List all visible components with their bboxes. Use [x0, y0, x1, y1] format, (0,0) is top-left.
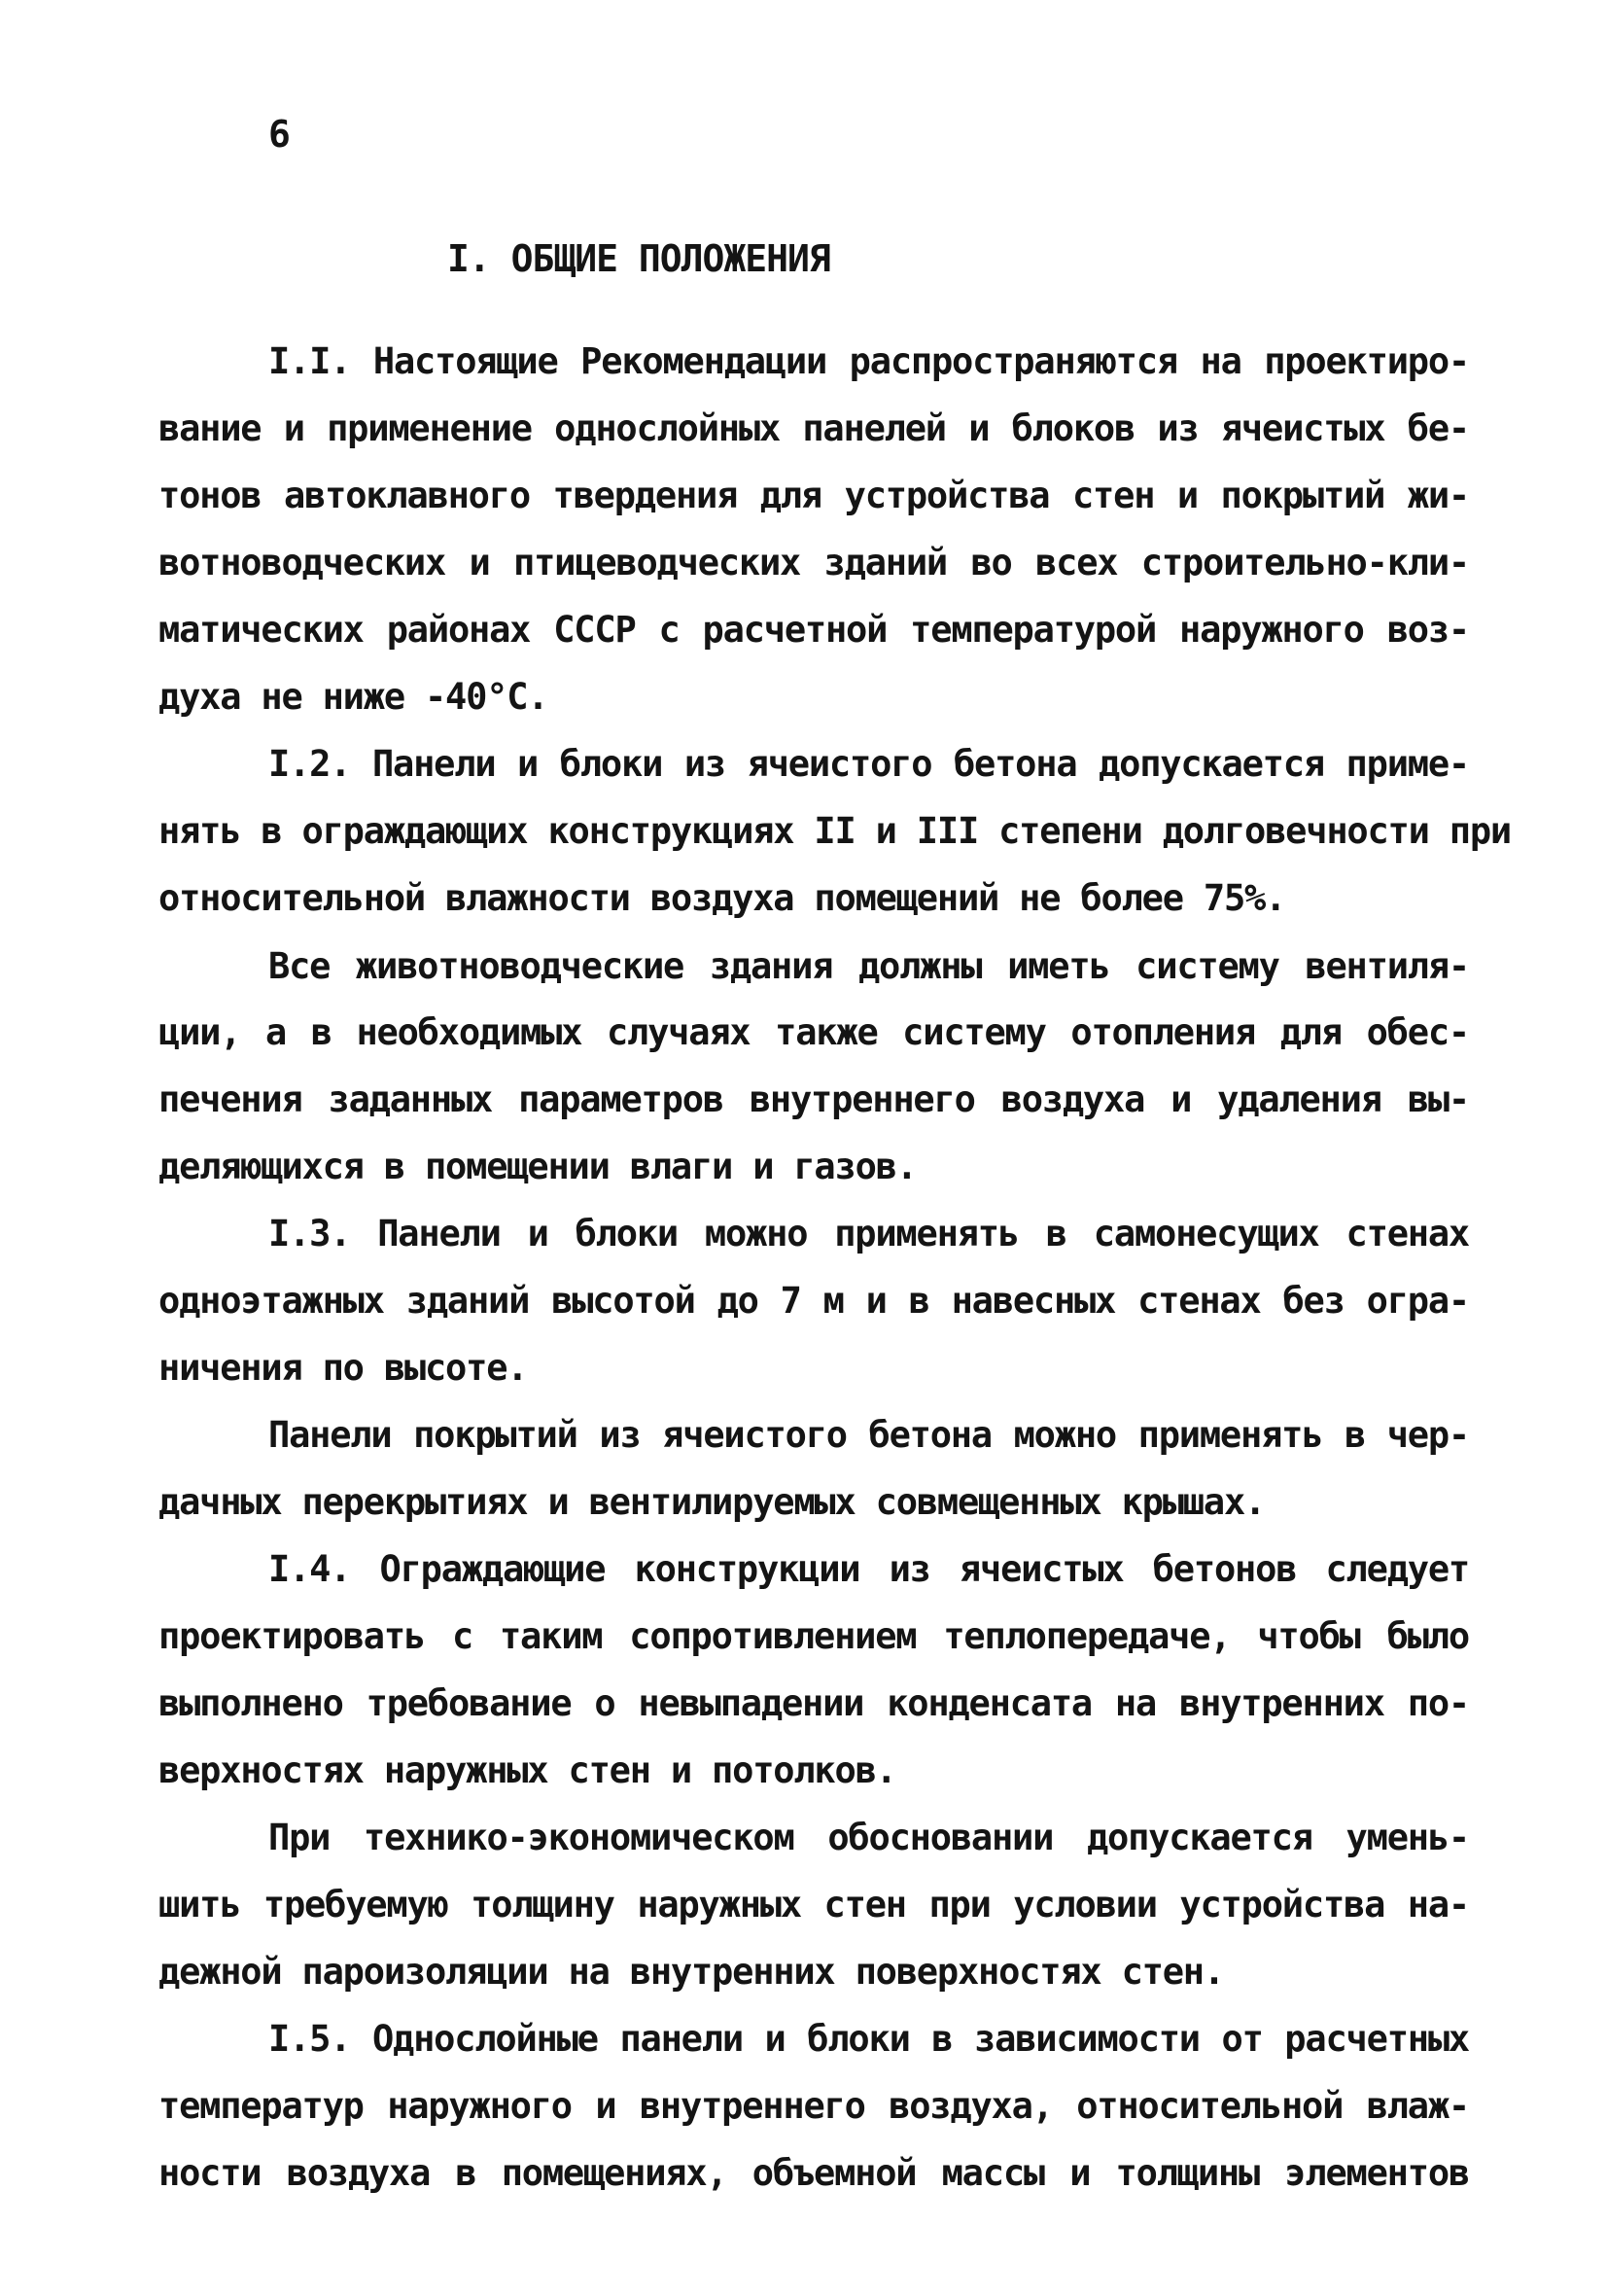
section-title: I. ОБЩИЕ ПОЛОЖЕНИЯ — [447, 237, 830, 280]
text-line: деляющихся в помещении влаги и газов. — [158, 1146, 917, 1187]
text-line: I.5. Однослойные панели и блоки в зависимости от расчетных — [268, 2018, 1469, 2060]
text-line: дежной пароизоляции на внутренних поверхностях стен. — [158, 1951, 1224, 1993]
text-line: относительной влажности воздуха помещений не более 75%. — [158, 877, 1286, 919]
text-line: дачных перекрытиях и вентилируемых совмещенных крышах. — [158, 1481, 1266, 1523]
text-line: вание и применение однослойных панелей и блоков из ячеистых бе- — [158, 407, 1469, 449]
text-line: матических районах СССР с расчетной температурой наружного воз- — [158, 609, 1469, 651]
text-line: I.4. Ограждающие конструкции из ячеистых бетонов следует — [268, 1548, 1469, 1590]
text-line: шить требуемую толщину наружных стен при условии устройства на- — [158, 1884, 1469, 1925]
text-line: При технико-экономическом обосновании допускается умень- — [268, 1817, 1469, 1858]
text-line: тонов автоклавного твердения для устройства стен и покрытий жи- — [158, 475, 1469, 516]
text-line: I.I. Настоящие Рекомендации распространяются на проектиро- — [268, 340, 1469, 382]
text-line: ничения по высоте. — [158, 1347, 528, 1389]
text-line: выполнено требование о невыпадении конденсата на внутренних по- — [158, 1682, 1469, 1724]
text-line: духа не ниже -40°С. — [158, 676, 548, 718]
text-line: печения заданных параметров внутреннего воздуха и удаления вы- — [158, 1078, 1469, 1120]
text-line: нять в ограждающих конструкциях II и III степени долговечности при — [158, 810, 1512, 852]
text-line: ции, а в необходимых случаях также систему отопления для обес- — [158, 1011, 1469, 1053]
page-number: 6 — [268, 113, 291, 156]
text-line: ности воздуха в помещениях, объемной массы и толщины элементов — [158, 2152, 1469, 2194]
text-line: Панели покрытий из ячеистого бетона можно применять в чер- — [268, 1414, 1469, 1456]
text-line: вотноводческих и птицеводческих зданий во всех строительно-кли- — [158, 542, 1469, 583]
text-line: температур наружного и внутреннего воздуха, относительной влаж- — [158, 2085, 1469, 2127]
text-line: I.3. Панели и блоки можно применять в самонесущих стенах — [268, 1213, 1469, 1254]
text-line: проектировать с таким сопротивлением теплопередаче, чтобы было — [158, 1615, 1469, 1657]
text-line: верхностях наружных стен и потолков. — [158, 1749, 896, 1791]
text-line: одноэтажных зданий высотой до 7 м и в навесных стенах без огра- — [158, 1280, 1469, 1322]
text-line: Все животноводческие здания должны иметь систему вентиля- — [268, 945, 1469, 987]
text-line: I.2. Панели и блоки из ячеистого бетона допускается приме- — [268, 743, 1469, 785]
